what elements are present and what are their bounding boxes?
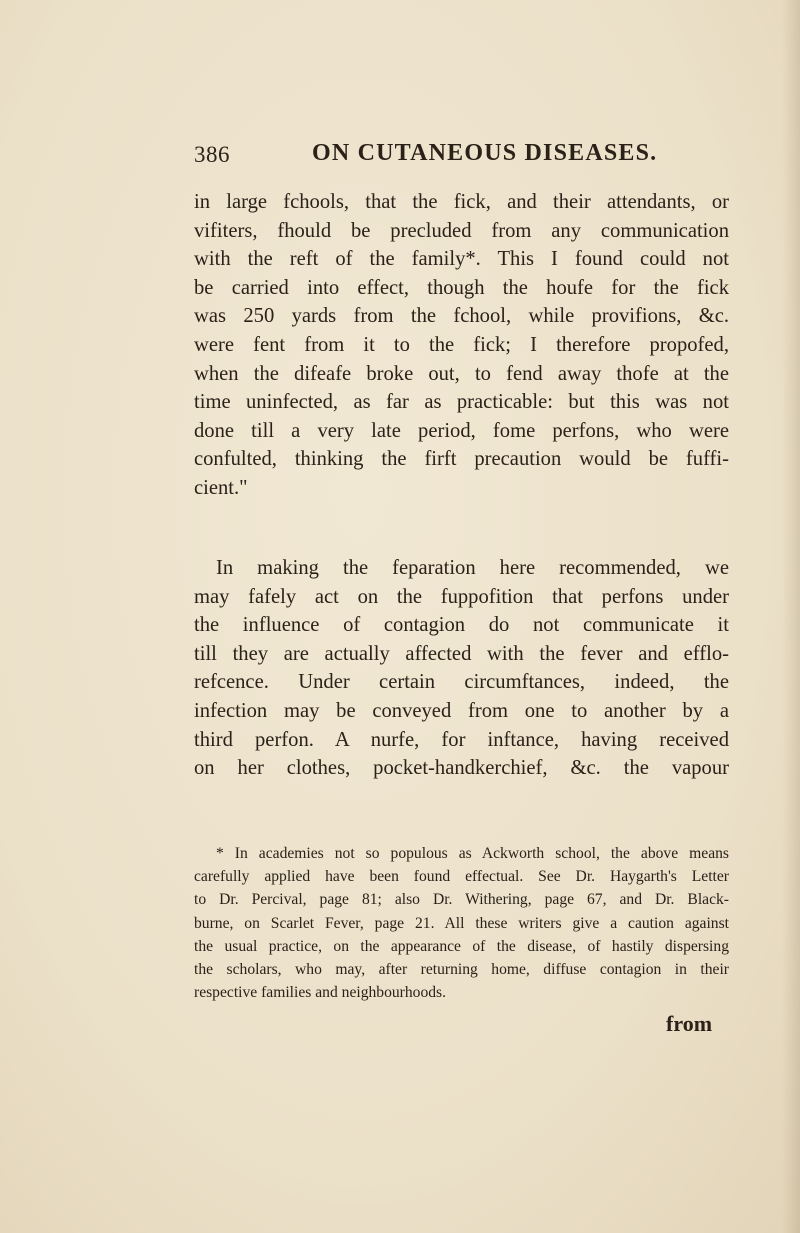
- text-line: In making the feparation here recommended, we: [216, 557, 729, 579]
- page-header: [194, 140, 714, 176]
- running-head: ON CUTANEOUS DISEASES.: [312, 140, 658, 166]
- text-line: cient.": [194, 476, 248, 499]
- text-line: may fafely act on the fuppofition that perfons under: [194, 585, 729, 608]
- footnote: [194, 842, 729, 1004]
- footnote-line: the scholars, who may, after returning home, diffuse contagion in their: [194, 961, 729, 979]
- text-line: vifiters, fhould be precluded from any communication: [194, 219, 729, 242]
- text-line: third perfon. A nurfe, for inftance, having received: [194, 728, 729, 751]
- text-line: be carried into effect, though the houfe for the fick: [194, 276, 729, 299]
- paragraph-continuation: [194, 188, 729, 503]
- text-line: refcence. Under certain circumftances, indeed, the: [194, 671, 729, 694]
- page-number: 386: [194, 142, 230, 167]
- text-line: time uninfected, as far as practicable: but this was not: [194, 391, 729, 414]
- text-line: when the difeafe broke out, to fend away thofe at the: [194, 362, 729, 385]
- text-line: done till a very late period, fome perfons, who were: [194, 419, 729, 442]
- text-line: till they are actually affected with the fever and efflo-: [194, 642, 729, 665]
- footnote-line: respective families and neighbourhoods.: [194, 984, 447, 1002]
- footnote-line: to Dr. Percival, page 81; also Dr. Withering, page 67, and Dr. Black-: [194, 891, 729, 909]
- footnote-line: the usual practice, on the appearance of the disease, of hastily dispersing: [194, 937, 729, 955]
- text-line: the influence of contagion do not communicate it: [194, 614, 729, 637]
- footnote-line: carefully applied have been found effectual. See Dr. Haygarth's Letter: [194, 868, 729, 886]
- text-line: were fent from it to the fick; I therefore propofed,: [194, 333, 729, 356]
- text-line: confulted, thinking the firft precaution would be fuffi-: [194, 448, 729, 471]
- text-line: with the reft of the family*. This I found could not: [194, 248, 729, 271]
- text-line: in large fchools, that the fick, and their attendants, or: [194, 191, 729, 213]
- footnote-line: * In academies not so populous as Ackworth school, the above means: [216, 845, 729, 862]
- text-line: infection may be conveyed from one to another by a: [194, 699, 729, 722]
- footnote-line: burne, on Scarlet Fever, page 21. All these writers give a caution against: [194, 914, 729, 932]
- text-line: on her clothes, pocket-handkerchief, &c. the vapour: [194, 757, 729, 780]
- paragraph-separation: [194, 554, 729, 783]
- catchword: from: [666, 1011, 713, 1036]
- text-line: was 250 yards from the fchool, while provifions, &c.: [194, 305, 729, 328]
